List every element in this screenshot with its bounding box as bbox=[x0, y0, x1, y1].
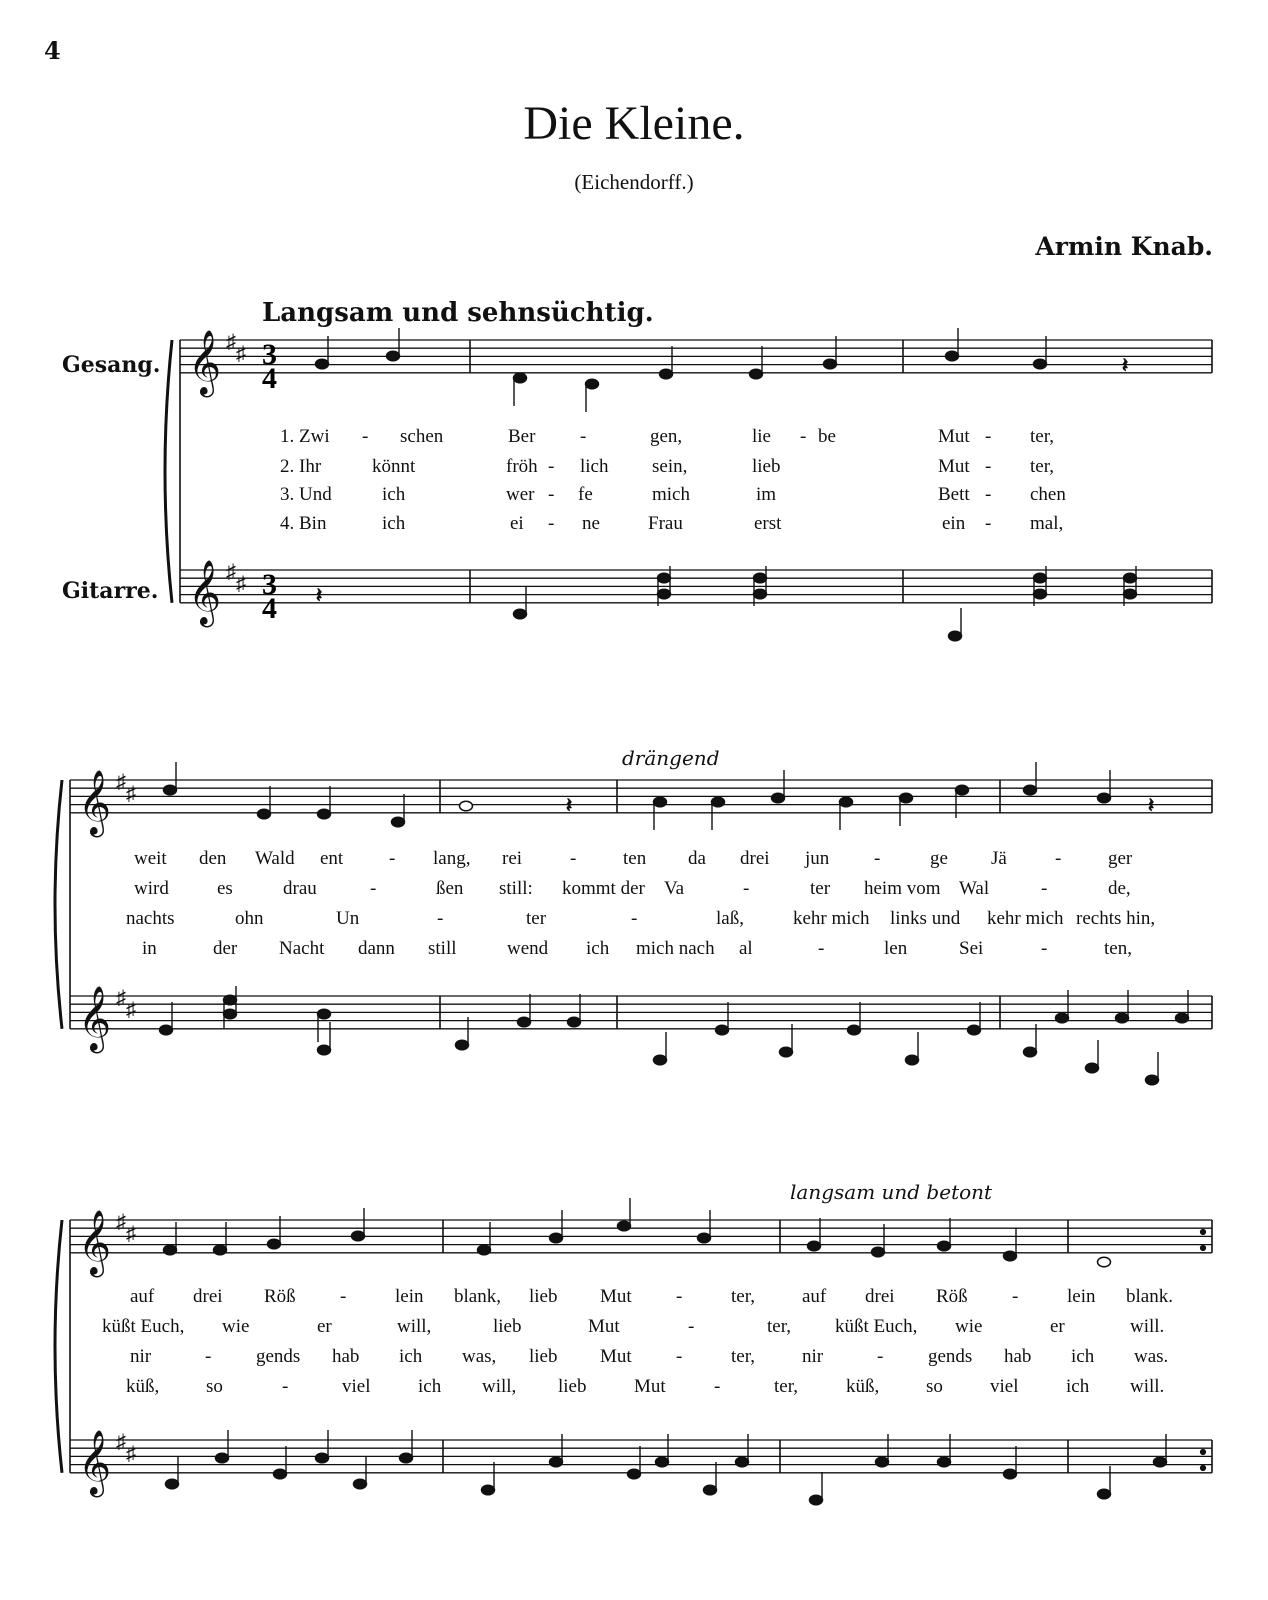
notehead-icon bbox=[268, 1239, 281, 1249]
notehead-icon bbox=[1024, 1047, 1037, 1057]
lyric-syllable: - bbox=[877, 1346, 884, 1367]
notehead-icon bbox=[224, 995, 237, 1005]
treble-clef-icon: 𝄞 bbox=[78, 1211, 112, 1274]
notehead-icon bbox=[946, 351, 959, 361]
lyric-syllable: viel bbox=[990, 1376, 1019, 1397]
lyric-syllable: wend bbox=[507, 938, 549, 959]
lyric-syllable: - bbox=[676, 1346, 683, 1367]
notehead-icon bbox=[460, 801, 473, 811]
notehead-icon bbox=[712, 797, 725, 807]
lyric-syllable: was. bbox=[1134, 1346, 1169, 1367]
lyric-syllable: könnt bbox=[372, 456, 416, 477]
lyric-syllable: den bbox=[199, 848, 227, 869]
notehead-icon bbox=[456, 1040, 469, 1050]
notehead-icon bbox=[810, 1495, 823, 1505]
notehead-icon bbox=[848, 1025, 861, 1035]
lyric-syllable: mich bbox=[652, 484, 690, 505]
guitar-time-bottom: 4 bbox=[262, 592, 277, 625]
lyric-syllable: mal, bbox=[1030, 513, 1064, 534]
lyric-syllable: rei bbox=[502, 848, 523, 869]
notehead-icon bbox=[750, 369, 763, 379]
expression-langsam: langsam und betont bbox=[790, 1180, 993, 1204]
guitar-part-label: Gitarre. bbox=[62, 578, 159, 604]
notehead-icon bbox=[1116, 1013, 1129, 1023]
notehead-icon bbox=[956, 785, 969, 795]
lyric-syllable: küß, bbox=[126, 1376, 160, 1397]
lyric-syllable: Wald bbox=[255, 848, 295, 869]
notehead-icon bbox=[1024, 785, 1037, 795]
notehead-icon bbox=[166, 1479, 179, 1489]
lyric-syllable: Röß bbox=[936, 1286, 968, 1307]
sharp-icon: ♯ bbox=[226, 561, 236, 583]
lyric-syllable: chen bbox=[1030, 484, 1066, 505]
lyric-syllable: ter bbox=[526, 908, 547, 929]
notehead-icon bbox=[482, 1485, 495, 1495]
lyric-syllable: - bbox=[688, 1316, 695, 1337]
lyric-syllable: blank. bbox=[1126, 1286, 1173, 1307]
notehead-icon bbox=[514, 609, 527, 619]
notehead-icon bbox=[568, 1017, 581, 1027]
tempo-marking: Langsam und sehnsüchtig. bbox=[262, 298, 654, 328]
notehead-icon bbox=[514, 373, 527, 383]
guitar-time-top: 3 bbox=[262, 568, 277, 601]
lyric-syllable: so bbox=[926, 1376, 943, 1397]
notehead-icon bbox=[1034, 573, 1047, 583]
sharp-icon: ♯ bbox=[116, 1211, 126, 1233]
notehead-icon bbox=[618, 1221, 631, 1231]
lyric-syllable: Un bbox=[336, 908, 360, 929]
lyric-syllable: ich bbox=[1071, 1346, 1095, 1367]
lyric-syllable: lieb bbox=[529, 1346, 558, 1367]
notehead-icon bbox=[1098, 793, 1111, 803]
treble-clef-icon: 𝄞 bbox=[78, 987, 112, 1050]
brace-icon bbox=[55, 780, 62, 1029]
notehead-icon bbox=[654, 1055, 667, 1065]
lyric-syllable: fe bbox=[578, 484, 593, 505]
lyric-syllable: links und bbox=[890, 908, 961, 929]
lyric-syllable: küßt Euch, bbox=[102, 1316, 185, 1337]
lyric-syllable: ent bbox=[320, 848, 344, 869]
notehead-icon bbox=[1034, 589, 1047, 599]
notehead-icon bbox=[1124, 589, 1137, 599]
lyric-syllable: - bbox=[1041, 878, 1048, 899]
lyric-syllable: - bbox=[548, 456, 555, 477]
lyric-syllable: Nacht bbox=[279, 938, 325, 959]
notehead-icon bbox=[586, 379, 599, 389]
sharp-icon: ♯ bbox=[126, 1223, 136, 1245]
lyric-syllable: 4. Bin bbox=[280, 513, 327, 534]
lyric-syllable: wie bbox=[955, 1316, 983, 1337]
treble-clef-icon: 𝄞 bbox=[188, 561, 222, 624]
lyric-syllable: der bbox=[213, 938, 238, 959]
notehead-icon bbox=[216, 1453, 229, 1463]
lyric-syllable: ei bbox=[510, 513, 524, 534]
sharp-icon: ♯ bbox=[126, 999, 136, 1021]
lyric-syllable: im bbox=[756, 484, 777, 505]
lyric-syllable: lang, bbox=[433, 848, 471, 869]
lyric-syllable: - bbox=[362, 426, 369, 447]
lyric-syllable: gends bbox=[928, 1346, 973, 1367]
notehead-icon bbox=[316, 359, 329, 369]
lyric-syllable: ter, bbox=[1030, 456, 1055, 477]
notehead-icon bbox=[772, 793, 785, 803]
lyric-syllable: - bbox=[985, 513, 992, 534]
notehead-icon bbox=[780, 1047, 793, 1057]
lyric-syllable: Bett bbox=[938, 484, 970, 505]
notehead-icon bbox=[274, 1469, 287, 1479]
notehead-icon bbox=[906, 1055, 919, 1065]
lyric-syllable: kehr mich bbox=[987, 908, 1064, 929]
sharp-icon: ♯ bbox=[116, 1431, 126, 1453]
lyric-syllable: will, bbox=[482, 1376, 517, 1397]
notehead-icon bbox=[754, 573, 767, 583]
lyric-syllable: - bbox=[548, 513, 555, 534]
lyric-syllable: de, bbox=[1108, 878, 1131, 899]
notehead-icon bbox=[660, 369, 673, 379]
notehead-icon bbox=[698, 1233, 711, 1243]
lyric-syllable: - bbox=[205, 1346, 212, 1367]
lyric-syllable: nir bbox=[802, 1346, 824, 1367]
lyric-syllable: - bbox=[743, 878, 750, 899]
notehead-icon bbox=[1056, 1013, 1069, 1023]
brace-icon bbox=[165, 340, 172, 603]
lyric-syllable: Mut bbox=[938, 426, 970, 447]
lyric-syllable: will. bbox=[1130, 1376, 1165, 1397]
lyric-syllable: was, bbox=[462, 1346, 497, 1367]
lyric-syllable: lieb bbox=[493, 1316, 522, 1337]
lyric-syllable: wird bbox=[134, 878, 169, 899]
lyric-syllable: ter, bbox=[731, 1346, 756, 1367]
notehead-icon bbox=[1098, 1489, 1111, 1499]
quarter-rest-icon: 𝄽 bbox=[1148, 795, 1155, 817]
lyric-syllable: be bbox=[818, 426, 836, 447]
lyric-syllable: ter, bbox=[774, 1376, 799, 1397]
lyric-syllable: er bbox=[317, 1316, 332, 1337]
notehead-icon bbox=[628, 1469, 641, 1479]
lyric-syllable: will. bbox=[1130, 1316, 1165, 1337]
lyric-syllable: Mut bbox=[588, 1316, 620, 1337]
notehead-icon bbox=[658, 589, 671, 599]
poet-credit: (Eichendorff.) bbox=[574, 170, 694, 194]
notehead-icon bbox=[656, 1457, 669, 1467]
system-braces bbox=[55, 340, 172, 1473]
lyric-syllable: - bbox=[800, 426, 807, 447]
lyric-syllable: Va bbox=[664, 878, 685, 899]
lyric-syllable: ich bbox=[1066, 1376, 1090, 1397]
notehead-icon bbox=[478, 1245, 491, 1255]
notehead-icon bbox=[1004, 1469, 1017, 1479]
notehead-icon bbox=[1004, 1251, 1017, 1261]
repeat-dot-icon bbox=[1200, 1229, 1205, 1234]
quarter-rest-icon: 𝄽 bbox=[1122, 355, 1129, 377]
notehead-icon bbox=[1098, 1257, 1111, 1267]
lyric-syllable: blank, bbox=[454, 1286, 501, 1307]
bar-lines bbox=[70, 340, 1212, 1473]
lyric-syllable: ich bbox=[382, 513, 406, 534]
lyric-syllable: so bbox=[206, 1376, 223, 1397]
lyric-syllable: ter bbox=[810, 878, 831, 899]
lyric-syllable: gends bbox=[256, 1346, 301, 1367]
lyric-syllable: viel bbox=[342, 1376, 371, 1397]
lyric-syllable: Mut bbox=[634, 1376, 666, 1397]
notehead-icon bbox=[900, 793, 913, 803]
lyric-syllable: Ber bbox=[508, 426, 536, 447]
sharp-icon: ♯ bbox=[126, 1443, 136, 1465]
notehead-icon bbox=[736, 1457, 749, 1467]
notehead-icon bbox=[938, 1241, 951, 1251]
lyric-syllable: rechts hin, bbox=[1076, 908, 1156, 929]
lyric-syllable: ten, bbox=[1104, 938, 1132, 959]
lyric-syllable: will, bbox=[397, 1316, 432, 1337]
notehead-icon bbox=[214, 1245, 227, 1255]
lyric-syllable: - bbox=[570, 848, 577, 869]
notehead-icon bbox=[316, 1453, 329, 1463]
lyric-syllable: 3. Und bbox=[280, 484, 332, 505]
lyric-syllable: ger bbox=[1108, 848, 1133, 869]
lyric-syllable: - bbox=[1012, 1286, 1019, 1307]
lyric-syllable: dann bbox=[358, 938, 395, 959]
lyric-syllable: - bbox=[676, 1286, 683, 1307]
sharp-icon: ♯ bbox=[236, 573, 246, 595]
lyric-syllable: drei bbox=[193, 1286, 223, 1307]
brace-icon bbox=[55, 1220, 62, 1473]
sharp-icon: ♯ bbox=[126, 783, 136, 805]
lyric-syllable: drau bbox=[283, 878, 317, 899]
notehead-icon bbox=[224, 1009, 237, 1019]
notehead-icon bbox=[1034, 359, 1047, 369]
lyric-syllable: gen, bbox=[650, 426, 683, 447]
lyric-syllable: drei bbox=[740, 848, 770, 869]
lyric-syllable: Röß bbox=[264, 1286, 296, 1307]
lyric-syllable: - bbox=[631, 908, 638, 929]
lyric-syllable: weit bbox=[134, 848, 167, 869]
lyric-syllable: - bbox=[818, 938, 825, 959]
notehead-icon bbox=[318, 809, 331, 819]
notehead-icon bbox=[550, 1233, 563, 1243]
lyric-syllable: ich bbox=[418, 1376, 442, 1397]
notehead-icon bbox=[938, 1457, 951, 1467]
lyric-syllable: kehr mich bbox=[793, 908, 870, 929]
lyric-syllable: in bbox=[142, 938, 157, 959]
lyric-syllable: sein, bbox=[652, 456, 688, 477]
notehead-icon bbox=[387, 351, 400, 361]
lyric-syllable: al bbox=[739, 938, 753, 959]
lyric-syllable: - bbox=[1041, 938, 1048, 959]
notehead-icon bbox=[808, 1241, 821, 1251]
lyric-syllable: - bbox=[370, 878, 377, 899]
lyric-syllable: ten bbox=[623, 848, 647, 869]
lyric-syllable: ich bbox=[399, 1346, 423, 1367]
lyric-syllable: - bbox=[437, 908, 444, 929]
sharp-icon: ♯ bbox=[226, 331, 236, 353]
notehead-icon bbox=[754, 589, 767, 599]
lyric-syllable: jun bbox=[805, 848, 830, 869]
lyric-syllable: ich bbox=[586, 938, 610, 959]
lyric-syllable: lieb bbox=[529, 1286, 558, 1307]
lyric-syllable: auf bbox=[130, 1286, 155, 1307]
voice-part-label: Gesang. bbox=[62, 352, 161, 378]
voice-time-bottom: 4 bbox=[262, 362, 277, 395]
lyric-syllable: lieb bbox=[752, 456, 781, 477]
lyric-syllable: drei bbox=[865, 1286, 895, 1307]
notehead-icon bbox=[968, 1025, 981, 1035]
notehead-icon bbox=[352, 1231, 365, 1241]
notehead-icon bbox=[716, 1025, 729, 1035]
lyric-syllable: Mut bbox=[600, 1286, 632, 1307]
lyric-syllable: da bbox=[688, 848, 706, 869]
notehead-icon bbox=[258, 809, 271, 819]
notehead-icon bbox=[1176, 1013, 1189, 1023]
lyric-syllable: lich bbox=[580, 456, 609, 477]
lyric-syllable: - bbox=[714, 1376, 721, 1397]
repeat-dot-icon bbox=[1200, 1245, 1205, 1250]
lyric-syllable: ein bbox=[942, 513, 966, 534]
lyric-syllable: ter, bbox=[731, 1286, 756, 1307]
notehead-icon bbox=[658, 573, 671, 583]
treble-clef-icon: 𝄞 bbox=[78, 771, 112, 834]
lyric-syllable: ne bbox=[582, 513, 600, 534]
lyric-syllable: ter, bbox=[1030, 426, 1055, 447]
staff-lines bbox=[70, 340, 1212, 1473]
lyric-syllable: nachts bbox=[126, 908, 175, 929]
lyric-syllable: - bbox=[548, 484, 555, 505]
lyric-syllable: 2. Ihr bbox=[280, 456, 322, 477]
notehead-icon bbox=[876, 1457, 889, 1467]
lyric-syllable: wer bbox=[506, 484, 535, 505]
lyric-syllable: - bbox=[389, 848, 396, 869]
page-number: 4 bbox=[44, 36, 61, 65]
lyric-syllable: Sei bbox=[959, 938, 984, 959]
notehead-icon bbox=[164, 785, 177, 795]
sharp-icon: ♯ bbox=[236, 343, 246, 365]
notehead-icon bbox=[824, 359, 837, 369]
lyric-syllable: - bbox=[1055, 848, 1062, 869]
notehead-icon bbox=[1124, 573, 1137, 583]
notehead-icon bbox=[840, 797, 853, 807]
notehead-icon bbox=[1086, 1063, 1099, 1073]
lyric-syllable: er bbox=[1050, 1316, 1065, 1337]
lyric-syllable: hab bbox=[332, 1346, 360, 1367]
lyric-syllable: - bbox=[874, 848, 881, 869]
notehead-icon bbox=[392, 817, 405, 827]
notehead-icon bbox=[354, 1479, 367, 1489]
lyric-syllable: Mut bbox=[938, 456, 970, 477]
quarter-rest-icon: 𝄽 bbox=[566, 795, 573, 817]
treble-clef-icon: 𝄞 bbox=[78, 1431, 112, 1494]
lyric-syllable: heim vom bbox=[864, 878, 941, 899]
lyric-syllable: still: bbox=[499, 878, 533, 899]
lyric-syllable: lein bbox=[1067, 1286, 1096, 1307]
lyric-syllable: lein bbox=[395, 1286, 424, 1307]
lyric-syllable: küßt Euch, bbox=[835, 1316, 918, 1337]
notehead-icon bbox=[318, 1009, 331, 1019]
lyric-syllable: - bbox=[340, 1286, 347, 1307]
notehead-icon bbox=[949, 631, 962, 641]
lyric-syllable: - bbox=[985, 484, 992, 505]
lyric-syllable: ge bbox=[930, 848, 948, 869]
lyric-syllable: lie bbox=[752, 426, 771, 447]
notehead-icon bbox=[1146, 1075, 1159, 1085]
lyric-syllable: schen bbox=[400, 426, 444, 447]
notehead-icon bbox=[160, 1025, 173, 1035]
lyric-syllable: len bbox=[884, 938, 908, 959]
sharp-icon: ♯ bbox=[116, 987, 126, 1009]
notehead-icon bbox=[872, 1247, 885, 1257]
lyric-syllable: mich nach bbox=[636, 938, 715, 959]
lyric-syllable: lieb bbox=[558, 1376, 587, 1397]
lyric-syllable: still bbox=[428, 938, 457, 959]
lyric-syllable: ßen bbox=[436, 878, 464, 899]
lyric-syllable: ich bbox=[382, 484, 406, 505]
expression-drangend: drängend bbox=[622, 746, 720, 770]
notehead-icon bbox=[654, 797, 667, 807]
notehead-icon bbox=[1154, 1457, 1167, 1467]
lyric-syllable: küß, bbox=[846, 1376, 880, 1397]
notehead-icon bbox=[518, 1017, 531, 1027]
lyric-syllable: - bbox=[580, 426, 587, 447]
lyric-syllable: - bbox=[985, 426, 992, 447]
lyric-syllable: - bbox=[282, 1376, 289, 1397]
voice-time-top: 3 bbox=[262, 338, 277, 371]
lyric-syllable: wie bbox=[222, 1316, 250, 1337]
lyric-syllable: ter, bbox=[767, 1316, 792, 1337]
repeat-dot-icon bbox=[1200, 1465, 1205, 1470]
lyric-syllable: fröh bbox=[506, 456, 538, 477]
lyric-syllable: kommt der bbox=[562, 878, 645, 899]
notehead-icon bbox=[318, 1045, 331, 1055]
treble-clef-icon: 𝄞 bbox=[188, 331, 222, 394]
lyric-syllable: es bbox=[217, 878, 233, 899]
lyric-syllable: laß, bbox=[716, 908, 744, 929]
lyric-syllable: auf bbox=[802, 1286, 827, 1307]
lyric-syllable: nir bbox=[130, 1346, 152, 1367]
notehead-icon bbox=[400, 1453, 413, 1463]
repeat-dot-icon bbox=[1200, 1449, 1205, 1454]
lyric-syllable: - bbox=[985, 456, 992, 477]
lyric-syllable: Jä bbox=[991, 848, 1007, 869]
lyric-syllable: ohn bbox=[235, 908, 264, 929]
quarter-rest-icon: 𝄽 bbox=[316, 585, 323, 607]
notehead-icon bbox=[164, 1245, 177, 1255]
notehead-icon bbox=[550, 1457, 563, 1467]
lyric-syllable: 1. Zwi bbox=[280, 426, 330, 447]
sharp-icon: ♯ bbox=[116, 771, 126, 793]
lyric-syllable: Mut bbox=[600, 1346, 632, 1367]
lyric-syllable: Wal bbox=[959, 878, 990, 899]
lyric-syllable: Frau bbox=[648, 513, 683, 534]
lyric-syllable: erst bbox=[754, 513, 782, 534]
notehead-icon bbox=[704, 1485, 717, 1495]
song-title: Die Kleine. bbox=[523, 97, 745, 150]
lyric-syllable: hab bbox=[1004, 1346, 1032, 1367]
composer-credit: Armin Knab. bbox=[1035, 232, 1213, 261]
